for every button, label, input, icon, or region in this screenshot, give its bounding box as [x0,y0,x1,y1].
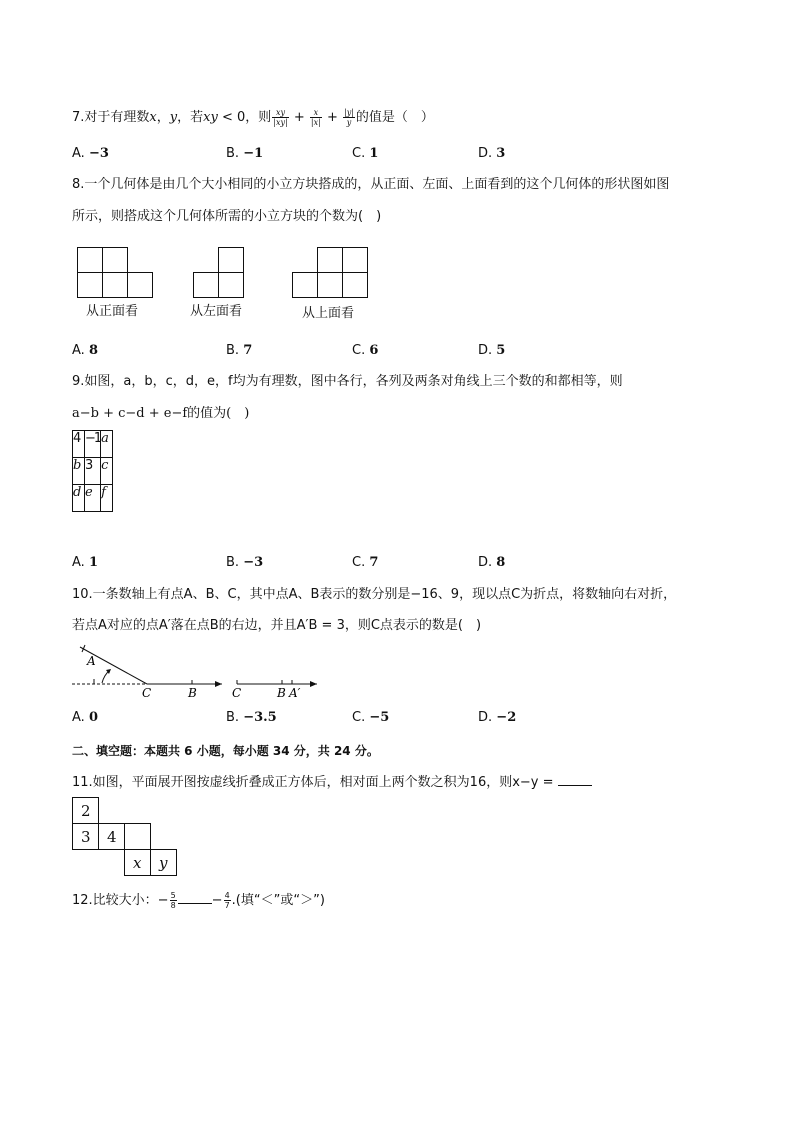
label-a-prime: A′ [289,686,301,700]
q7-stem: 7.对于有理数x，y，若xy < 0，则 $\frac{xy}{|xy|}$ + $\frac{x}{|x|}$ + $\frac{|y|}{y}$ 的值是（ ） [72,108,434,127]
grid-cell: 4 [73,431,85,458]
q7-option-b[interactable]: B. −1 [226,146,264,161]
left-view-figure [193,247,245,299]
answer-blank[interactable] [558,773,592,786]
label-a: A [87,654,96,668]
q8-option-a[interactable]: A. 8 [72,343,98,358]
q10-stem-line2: 若点A对应的点A′落在点B的右边，并且A′B = 3，则C点表示的数是( ) [72,618,482,633]
q11-stem: 11.如图，平面展开图按虚线折叠成正方体后，相对面上两个数之积为16，则x−y = [72,773,592,792]
number-line-figure [72,643,322,701]
q9-stem-line2: a−b + c−d + e−f的值为( ) [72,406,250,421]
q9-option-d[interactable]: D. 8 [478,555,506,570]
fraction: $\frac{|y|}{y}$ [344,108,354,127]
net-cell-4: 4 [107,828,117,846]
section-heading: 二、填空题：本题共 6 小题，每小题 34 分，共 24 分。 [72,744,379,758]
q9-option-a[interactable]: A. 1 [72,555,98,570]
fraction: $\frac{5}{8}$ [170,891,176,910]
net-cell-y: y [159,854,168,872]
label-b-2: B [277,686,286,700]
net-cell-3: 3 [81,828,91,846]
q10-option-b[interactable]: B. −3.5 [226,710,277,725]
net-cell-2: 2 [81,802,91,820]
question-number: 7. [72,110,85,125]
grid-cell: −1 [85,431,101,458]
q10-option-d[interactable]: D. −2 [478,710,517,725]
q7-option-d[interactable]: D. 3 [478,146,506,161]
grid-cell: e [85,485,101,512]
top-view-figure [292,247,372,299]
net-cell-x: x [133,854,142,872]
grid-cell: c [101,458,113,485]
grid-cell: f [101,485,113,512]
grid-cell: d [73,485,85,512]
grid-cell: b [73,458,85,485]
caption-left-view: 从左面看 [190,304,243,319]
label-c: C [142,686,152,700]
magic-square-grid [72,430,113,512]
label-b: B [188,686,197,700]
front-view-figure [77,247,157,299]
q7-option-a[interactable]: A. −3 [72,146,109,161]
cube-net-figure [72,797,182,879]
caption-top-view: 从上面看 [302,306,355,321]
q10-option-c[interactable]: C. −5 [352,710,390,725]
q10-stem-line1: 10.一条数轴上有点A、B、C，其中点A、B表示的数分别是−16、9，现以点C为折点，将数轴向右对折， [72,587,677,602]
grid-cell: 3 [85,458,101,485]
q9-stem-line1: 9.如图，a，b，c，d，e，f均为有理数，图中各行，各列及两条对角线上三个数的和都相等，则 [72,374,623,389]
label-c-2: C [232,686,242,700]
q8-option-c[interactable]: C. 6 [352,343,379,358]
caption-front-view: 从正面看 [86,304,139,319]
fraction: $\frac{xy}{|xy|}$ [273,108,288,127]
fraction: $\frac{x}{|x|}$ [310,108,321,127]
q9-option-c[interactable]: C. 7 [352,555,379,570]
q8-stem-line2: 所示，则搭成这个几何体所需的小立方块的个数为( ) [72,209,382,224]
q8-option-b[interactable]: B. 7 [226,343,253,358]
q8-option-d[interactable]: D. 5 [478,343,506,358]
grid-cell: a [101,431,113,458]
q8-stem-line1: 8.一个几何体是由几个大小相同的小立方块搭成的，从正面、左面、上面看到的这个几何体的形状图如图 [72,177,670,192]
fraction: $\frac{4}{7}$ [224,891,230,910]
q10-option-a[interactable]: A. 0 [72,710,98,725]
answer-blank[interactable] [178,891,212,904]
q12-stem: 12.比较大小：− $\frac{5}{8}$ − $\frac{4}{7}$ .(填“＜”或“＞”) [72,891,325,910]
q7-option-c[interactable]: C. 1 [352,146,379,161]
q9-option-b[interactable]: B. −3 [226,555,264,570]
